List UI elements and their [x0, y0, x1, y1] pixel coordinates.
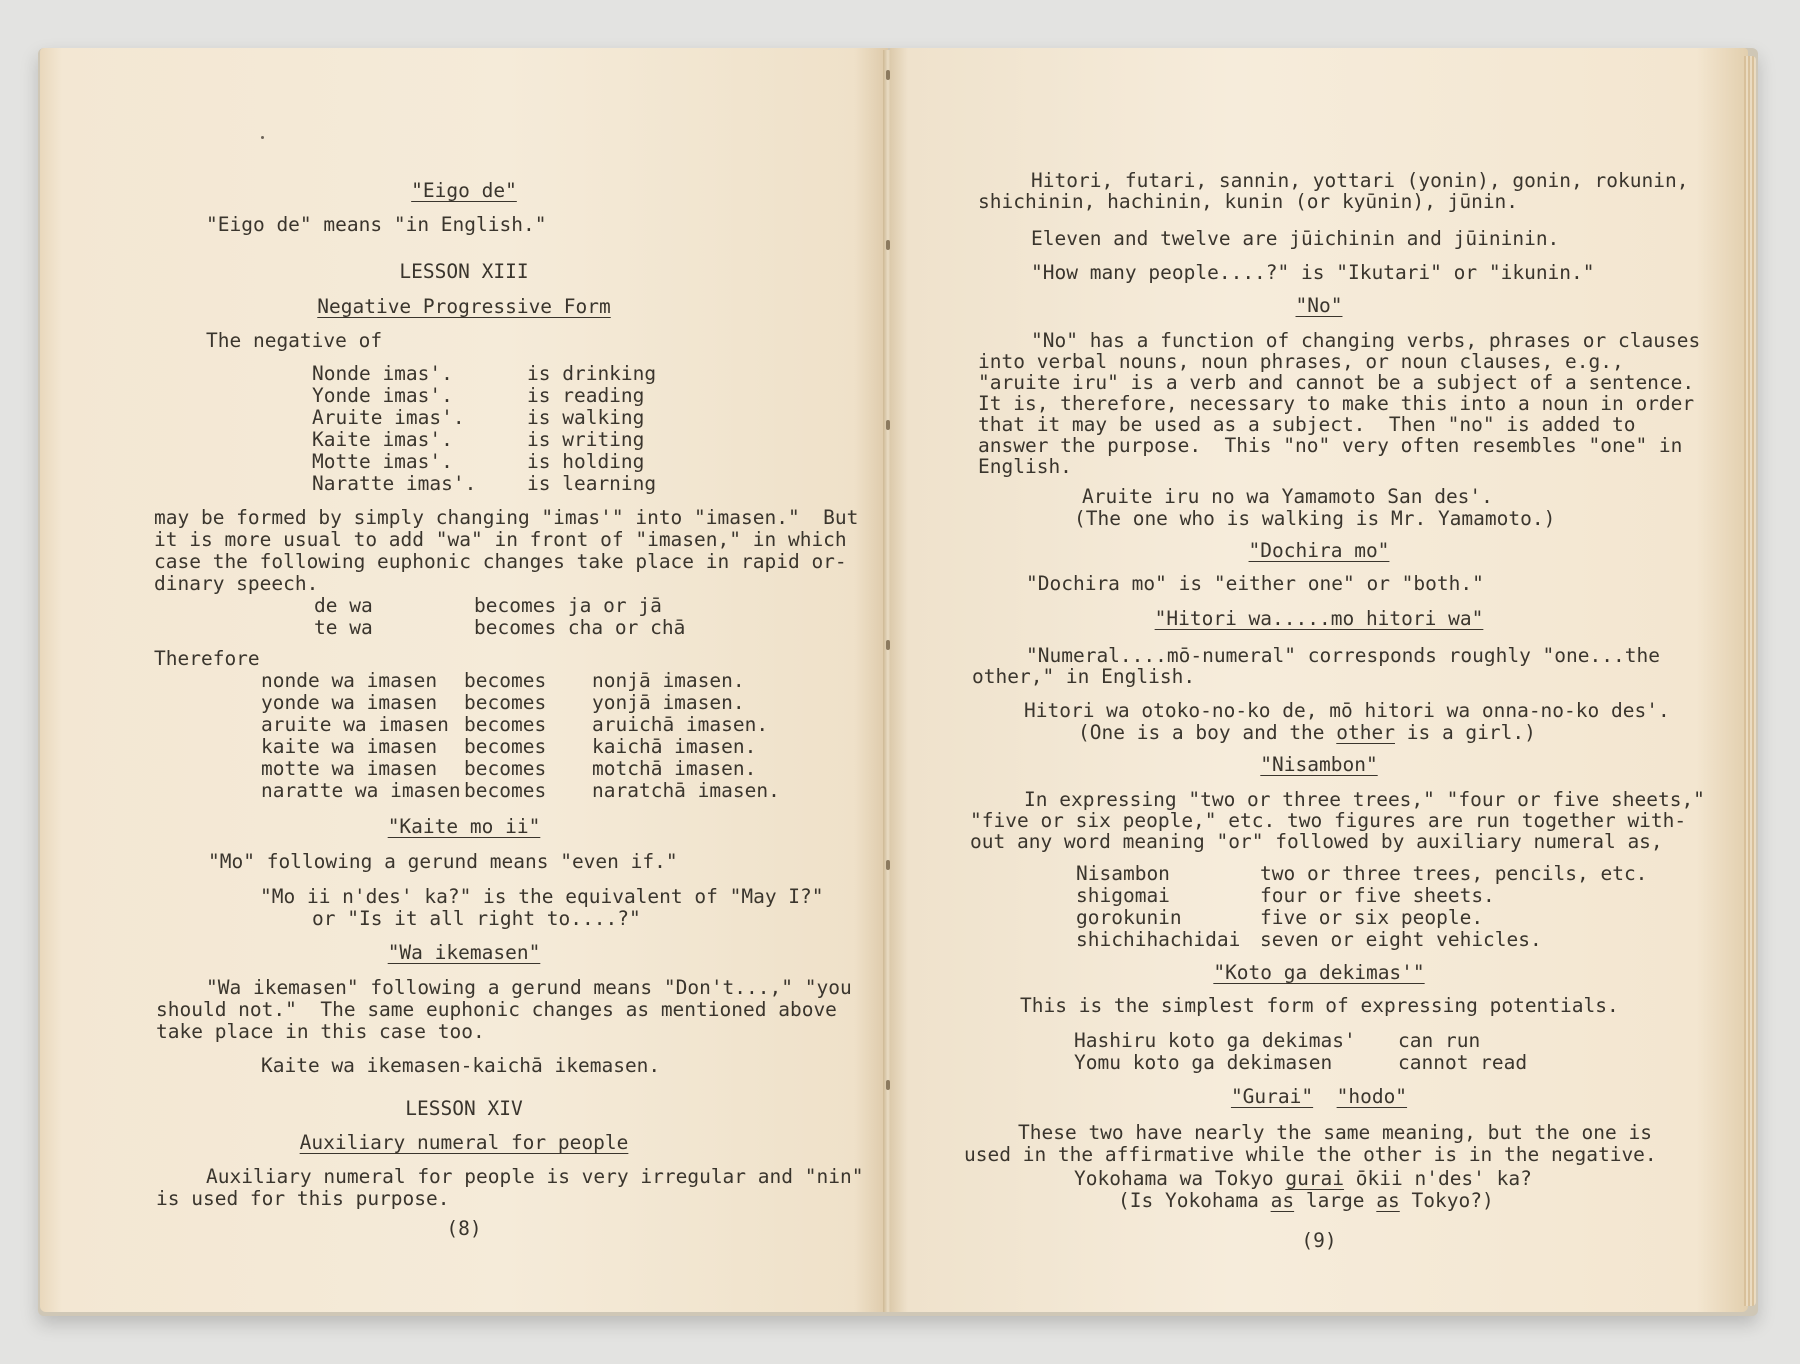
body-text: out any word meaning "or" followed by auxiliary numeral as, [970, 830, 1663, 853]
body-text: "Wa ikemasen" following a gerund means "Don't...," "you [206, 976, 852, 999]
body-text: Hitori, futari, sannin, yottari (yonin), gonin, rokunin, [1031, 169, 1689, 192]
phrase-original: yonde wa imasen [261, 691, 438, 714]
body-text: "aruite iru" is a verb and cannot be a subject of a sentence. [978, 371, 1695, 394]
body-text: is used for this purpose. [156, 1187, 450, 1210]
body-text: It is, therefore, necessary to make this into a noun in order [978, 392, 1695, 415]
form-jp: Yonde imas'. [312, 384, 453, 407]
example-jp: shichihachidai [1076, 928, 1241, 951]
form-en: is writing [527, 428, 645, 451]
phrase-original: nonde wa imasen [261, 669, 438, 692]
body-text: Auxiliary numeral for people is very irregular and "nin" [206, 1165, 864, 1188]
body-text: The negative of [206, 329, 383, 352]
body-text: "Eigo de" means "in English." [206, 213, 547, 236]
euphonic-to: becomes ja or jā [474, 594, 662, 617]
form-en: is learning [527, 472, 657, 495]
form-jp: Naratte imas'. [312, 472, 477, 495]
body-text: In expressing "two or three trees," "four or five sheets," [1024, 788, 1705, 811]
phrase-original: kaite wa imasen [261, 735, 438, 758]
body-text: "Dochira mo" is "either one" or "both." [1026, 572, 1484, 595]
phrase-result: motchā imasen. [592, 757, 757, 780]
example-sentence: Yokohama wa Tokyo gurai ōkii n'des' ka? [1074, 1167, 1532, 1190]
example-jp: Hashiru koto ga dekimas' [1074, 1029, 1356, 1052]
body-text: that it may be used as a subject. Then "no" is added to [978, 413, 1636, 436]
body-text: "No" has a function of changing verbs, phrases or clauses [1031, 329, 1701, 352]
section-heading: "Gurai" "hodo" [1230, 1085, 1408, 1108]
phrase-result: naratchā imasen. [592, 779, 780, 802]
translation: (Is Yokohama as large as Tokyo?) [1118, 1189, 1494, 1212]
example-jp: gorokunin [1076, 906, 1182, 929]
form-jp: Motte imas'. [312, 450, 453, 473]
form-jp: Aruite imas'. [312, 406, 465, 429]
becomes-word: becomes [464, 757, 547, 780]
lesson-title: LESSON XIV [405, 1097, 523, 1120]
paper-speck [261, 136, 264, 139]
form-en: is walking [527, 406, 645, 429]
body-text: other," in English. [972, 665, 1196, 688]
right-page [890, 48, 1748, 1312]
body-text: "five or six people," etc. two figures are run together with- [970, 809, 1687, 832]
body-text: used in the affirmative while the other is in the negative. [964, 1143, 1657, 1166]
form-jp: Kaite imas'. [312, 428, 453, 451]
phrase-result: kaichā imasen. [592, 735, 757, 758]
phrase-result: yonjā imasen. [592, 691, 745, 714]
example-sentence: Hitori wa otoko-no-ko de, mō hitori wa onna-no-ko des'. [1024, 699, 1670, 722]
example-en: five or six people. [1260, 906, 1484, 929]
body-text: shichinin, hachinin, kunin (or kyūnin), jūnin. [978, 190, 1519, 213]
body-text: may be formed by simply changing "imas'" into "imasen." But [154, 506, 859, 529]
section-heading: "Hitori wa.....mo hitori wa" [1154, 607, 1484, 630]
section-heading: "Kaite mo ii" [387, 815, 541, 838]
lesson-subtitle: Negative Progressive Form [317, 295, 611, 318]
example-en: can run [1398, 1029, 1481, 1052]
form-jp: Nonde imas'. [312, 362, 453, 385]
section-heading: "No" [1295, 294, 1343, 317]
example-en: cannot read [1398, 1051, 1528, 1074]
left-page [40, 48, 888, 1312]
body-text: These two have nearly the same meaning, but the one is [1018, 1121, 1652, 1144]
lesson-title: LESSON XIII [399, 260, 529, 283]
page-number: (8) [446, 1217, 482, 1240]
phrase-result: nonjā imasen. [592, 669, 745, 692]
body-text: or "Is it all right to....?" [312, 907, 641, 930]
body-text: Eleven and twelve are jūichinin and jūininin. [1031, 227, 1560, 250]
euphonic-to: becomes cha or chā [474, 616, 686, 639]
section-heading: "Eigo de" [411, 179, 517, 202]
body-text: into verbal nouns, noun phrases, or noun clauses, e.g., [978, 350, 1624, 373]
example-en: two or three trees, pencils, etc. [1260, 862, 1648, 885]
becomes-word: becomes [464, 691, 547, 714]
body-text: "How many people....?" is "Ikutari" or "ikunin." [1031, 261, 1595, 284]
body-text: "Mo ii n'des' ka?" is the equivalent of "May I?" [260, 885, 824, 908]
body-text: answer the purpose. This "no" very often resembles "one" in [978, 434, 1683, 457]
example-sentence: Aruite iru no wa Yamamoto San des'. [1082, 485, 1493, 508]
body-text: should not." The same euphonic changes as mentioned above [156, 998, 837, 1021]
body-text: "Mo" following a gerund means "even if." [208, 850, 678, 873]
section-heading: "Nisambon" [1260, 753, 1378, 776]
section-heading: "Dochira mo" [1248, 539, 1390, 562]
body-text: it is more usual to add "wa" in front of "imasen," in which [154, 528, 847, 551]
form-en: is holding [527, 450, 645, 473]
lesson-subtitle: Auxiliary numeral for people [299, 1131, 629, 1154]
body-text: "Numeral....mō-numeral" corresponds roughly "one...the [1026, 644, 1660, 667]
euphonic-from: de wa [314, 594, 373, 617]
example-jp: Nisambon [1076, 862, 1170, 885]
phrase-original: naratte wa imasen [261, 779, 461, 802]
example-en: four or five sheets. [1260, 884, 1495, 907]
body-text: Therefore [154, 647, 260, 670]
body-text: English. [978, 455, 1072, 478]
section-heading: "Koto ga dekimas'" [1213, 961, 1425, 984]
phrase-original: aruite wa imasen [261, 713, 449, 736]
example-jp: shigomai [1076, 884, 1170, 907]
euphonic-from: te wa [314, 616, 373, 639]
section-heading: "Wa ikemasen" [387, 941, 541, 964]
form-en: is drinking [527, 362, 657, 385]
body-text: case the following euphonic changes take place in rapid or- [154, 550, 847, 573]
page-edges [1744, 56, 1756, 1306]
phrase-original: motte wa imasen [261, 757, 438, 780]
example-jp: Yomu koto ga dekimasen [1074, 1051, 1333, 1074]
becomes-word: becomes [464, 713, 547, 736]
becomes-word: becomes [464, 779, 547, 802]
body-text: take place in this case too. [156, 1020, 485, 1043]
becomes-word: becomes [464, 669, 547, 692]
example-sentence: Kaite wa ikemasen-kaichā ikemasen. [261, 1054, 661, 1077]
translation: (One is a boy and the other is a girl.) [1078, 721, 1536, 744]
body-text: dinary speech. [154, 572, 319, 595]
phrase-result: aruichā imasen. [592, 713, 769, 736]
form-en: is reading [527, 384, 645, 407]
becomes-word: becomes [464, 735, 547, 758]
page-number: (9) [1301, 1229, 1337, 1252]
body-text: This is the simplest form of expressing potentials. [1020, 994, 1619, 1017]
example-en: seven or eight vehicles. [1260, 928, 1542, 951]
translation: (The one who is walking is Mr. Yamamoto.) [1074, 507, 1556, 530]
